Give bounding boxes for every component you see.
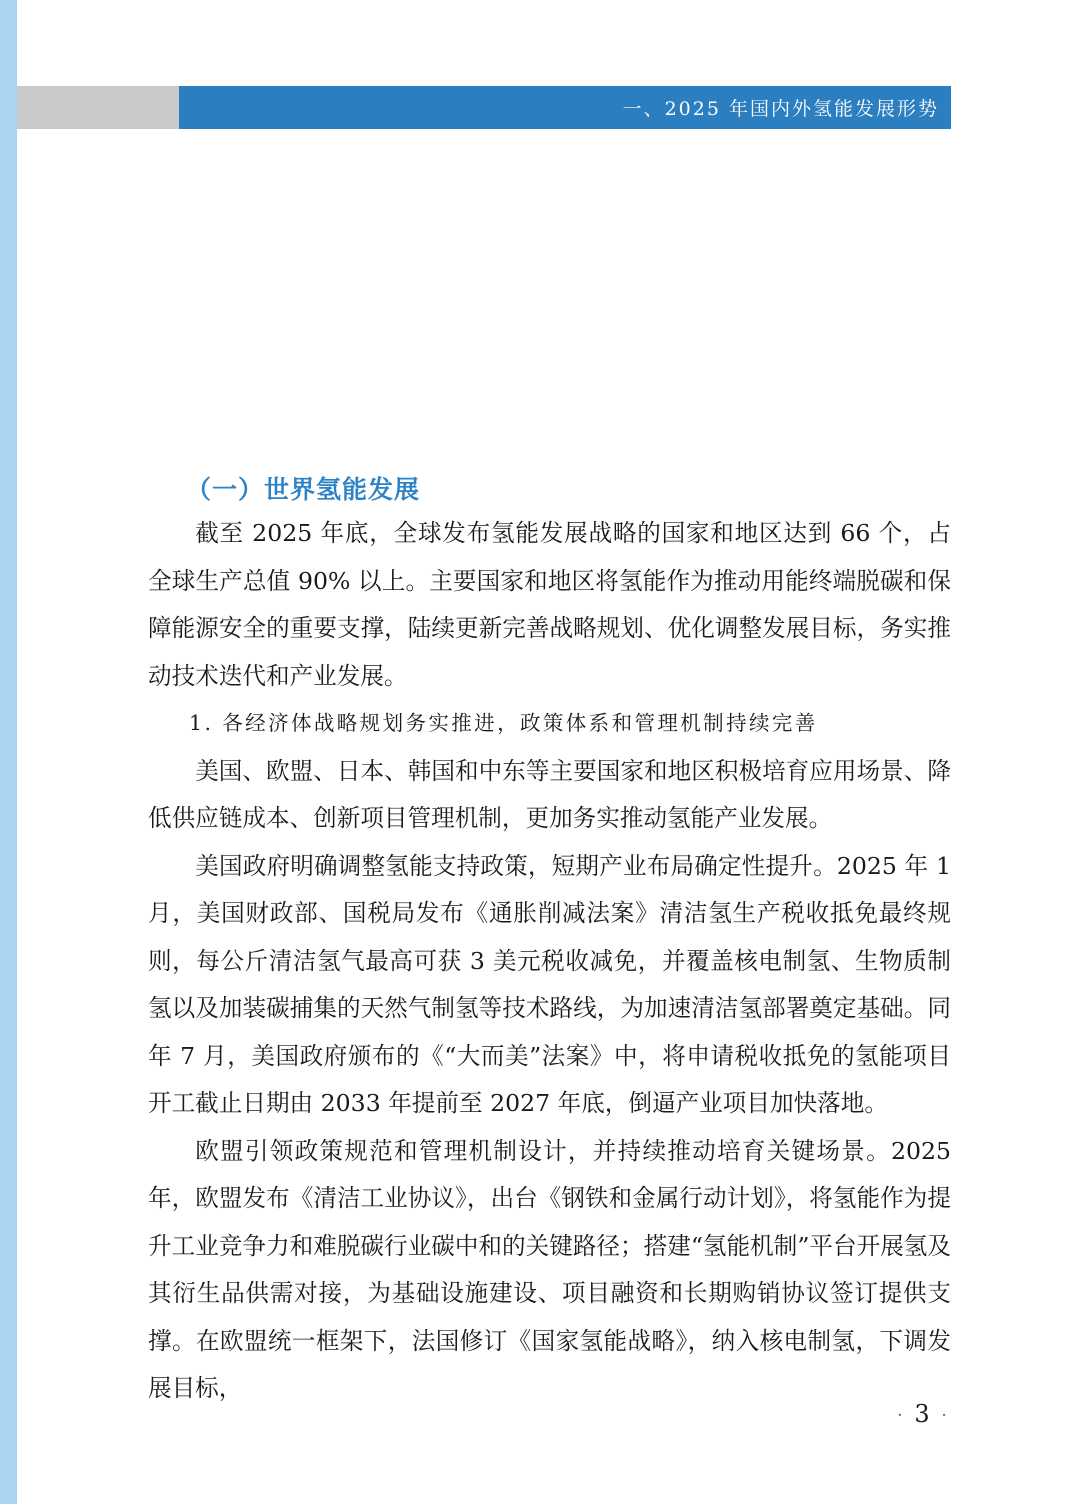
- paragraph-3: 美国政府明确调整氢能支持政策，短期产业布局确定性提升。2025 年 1 月，美国财政部、国税局发布《通胀削减法案》清洁氢生产税收抵免最终规则，每公斤清洁氢气最高可获 3 美元税收减免，并覆盖核电制氢、生物质制氢以及加装碳捕集的天然气制氢等技术路线，为加速清洁氢部署奠定基础。同年 7 月，美国政府颁布的《“大而美”法案》中，将申请税收抵免的氢能项目开工截止日期由 2033 年提前至 2027 年底，倒逼产业项目加快落地。: [148, 851, 951, 1117]
- paragraph-1: 截至 2025 年底，全球发布氢能发展战略的国家和地区达到 66 个，占全球生产总值 90% 以上。主要国家和地区将氢能作为推动用能终端脱碳和保障能源安全的重要支撑，陆续更新完善战略规划、优化调整发展目标，务实推动技术迭代和产业发展。: [148, 519, 951, 690]
- page-number: [897, 1400, 949, 1428]
- section-heading: （一）世界氢能发展: [186, 475, 421, 504]
- subheading: 1. 各经济体战略规划务实推进，政策体系和管理机制持续完善: [189, 711, 818, 735]
- left-margin-stripe: [0, 0, 17, 1504]
- page-number-dot-right: ·: [941, 1405, 949, 1426]
- paragraph-4: 欧盟引领政策规范和管理机制设计，并持续推动培育关键场景。2025 年，欧盟发布《清洁工业协议》，出台《钢铁和金属行动计划》，将氢能作为提升工业竞争力和难脱碳行业碳中和的关键路径；搭建“氢能机制”平台开展氢及其衍生品供需对接，为基础设施建设、项目融资和长期购销协议签订提供支撑。在欧盟统一框架下，法国修订《国家氢能战略》，纳入核电制氢，下调发展目标，: [148, 1136, 951, 1402]
- paragraph-2: 美国、欧盟、日本、韩国和中东等主要国家和地区积极培育应用场景、降低供应链成本、创新项目管理机制，更加务实推动氢能产业发展。: [148, 756, 951, 832]
- chapter-title: 一、2025 年国内外氢能发展形势: [622, 98, 939, 120]
- page-number-value: 3: [914, 1400, 932, 1428]
- body-text: [148, 510, 951, 1413]
- header-blue-band: [179, 86, 951, 129]
- page-number-dot-left: ·: [896, 1405, 905, 1426]
- header-gray-band: [17, 86, 179, 129]
